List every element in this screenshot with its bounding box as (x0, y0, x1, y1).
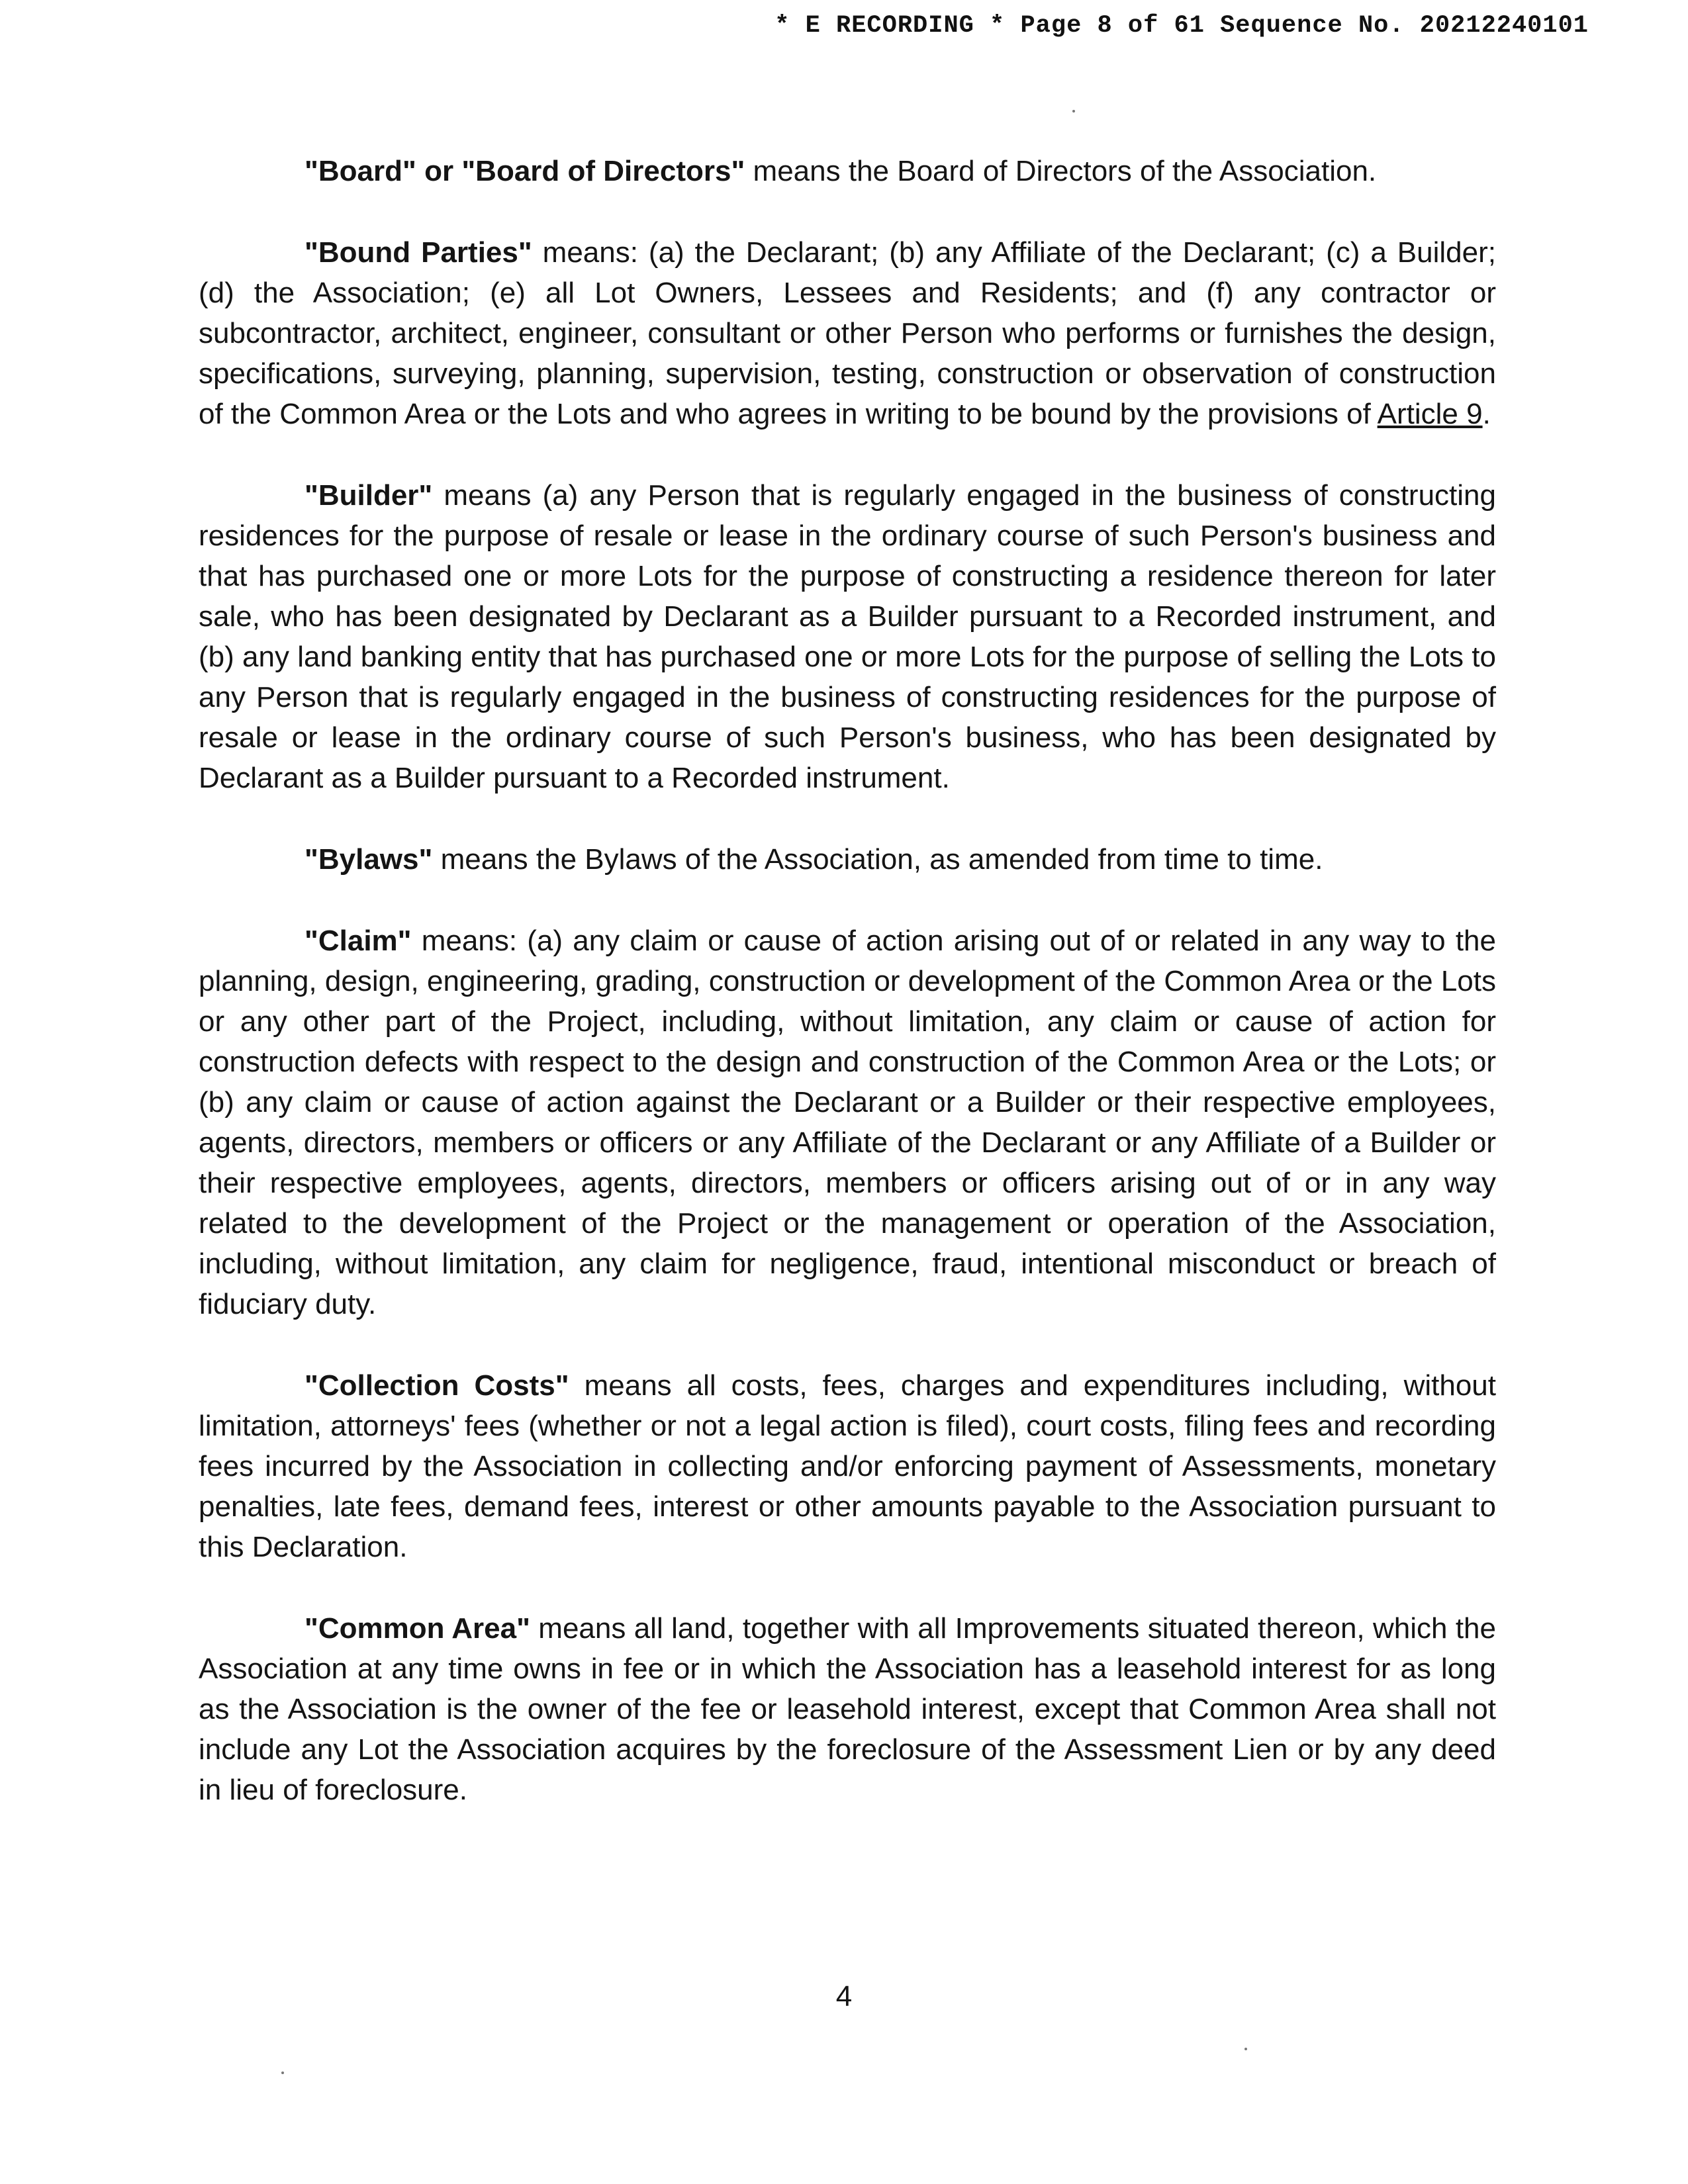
scan-speck (1244, 2048, 1247, 2050)
definition-bound-parties-end: . (1482, 398, 1491, 430)
scan-speck (1072, 110, 1075, 113)
term-bylaws: "Bylaws" (305, 843, 433, 876)
definition-bound-parties (199, 232, 1496, 434)
page-number: 4 (835, 1980, 853, 2013)
term-collection-costs: "Collection Costs" (305, 1369, 569, 1402)
definition-builder (199, 475, 1496, 798)
definition-board-text: means the Board of Directors of the Association. (745, 155, 1377, 187)
term-bound-parties: "Bound Parties" (305, 236, 532, 269)
term-connector: or (416, 155, 462, 187)
term-board: "Board" (305, 155, 416, 187)
definition-bylaws (199, 839, 1496, 880)
scan-speck (281, 2071, 284, 2074)
definition-board (199, 151, 1496, 191)
recording-stamp: * E RECORDING * Page 8 of 61 Sequence No. 20212240101 (774, 12, 1589, 40)
term-common-area: "Common Area" (305, 1612, 530, 1645)
definition-claim-text: means: (a) any claim or cause of action arising out of or related in any way to the planning, design, engineering, grading, construction or development of the Common Area or the Lots or any other part of the Project, including, without limitation, any claim or cause of action for construction defects with respect to the design and construction of the Common Area or the Lots; or (b) any claim or cause of action against the Declarant or a Builder or their respective employees, agents, directors, members or officers or any Affiliate of the Declarant or any Affiliate of a Builder or their respective employees, agents, directors, members or officers arising out of or in any way related to the development of the Project or the management or operation of the Association, including, without limitation, any claim for negligence, fraud, intentional misconduct or breach of fiduciary duty. (199, 925, 1496, 1320)
definition-common-area (199, 1608, 1496, 1810)
definition-common-area-text: means all land, together with all Improvements situated thereon, which the Association at any time owns in fee or in which the Association has a leasehold interest for as long as the Association is the owner of the fee or leasehold interest, except that Common Area shall not include any Lot the Association acquires by the foreclosure of the Assessment Lien or by any deed in lieu of foreclosure. (199, 1612, 1496, 1806)
definition-bound-parties-text: means: (a) the Declarant; (b) any Affiliate of the Declarant; (c) a Builder; (d) the Association; (e) all Lot Owners, Lessees and Residents; and (f) any contractor or subcontractor, architect, engineer, consultant or other Person who performs or furnishes the design, specifications, surveying, planning, supervision, testing, construction or observation of construction of the Common Area or the Lots and who agrees in writing to be bound by the provisions of (199, 236, 1496, 430)
term-builder: "Builder" (305, 479, 433, 512)
article-reference: Article 9 (1377, 398, 1483, 430)
definition-builder-text: means (a) any Person that is regularly engaged in the business of constructing residences for the purpose of resale or lease in the ordinary course of such Person's business and that has purchased one or more Lots for the purpose of constructing a residence thereon for later sale, who has been designated by Declarant as a Builder pursuant to a Recorded instrument, and (b) any land banking entity that has purchased one or more Lots for the purpose of selling the Lots to any Person that is regularly engaged in the business of constructing residences for the purpose of resale or lease in the ordinary course of such Person's business, who has been designated by Declarant as a Builder pursuant to a Recorded instrument. (199, 479, 1496, 794)
document-body (199, 151, 1496, 1851)
definition-claim (199, 921, 1496, 1324)
term-board-of-directors: "Board of Directors" (461, 155, 745, 187)
term-claim: "Claim" (305, 925, 412, 957)
definition-collection-costs-text: means all costs, fees, charges and expenditures including, without limitation, attorneys' fees (whether or not a legal action is filed), court costs, filing fees and recording fees incurred by the Association in collecting and/or enforcing payment of Assessments, monetary penalties, late fees, demand fees, interest or other amounts payable to the Association pursuant to this Declaration. (199, 1369, 1496, 1563)
definition-bylaws-text: means the Bylaws of the Association, as amended from time to time. (432, 843, 1323, 876)
definition-collection-costs (199, 1365, 1496, 1567)
